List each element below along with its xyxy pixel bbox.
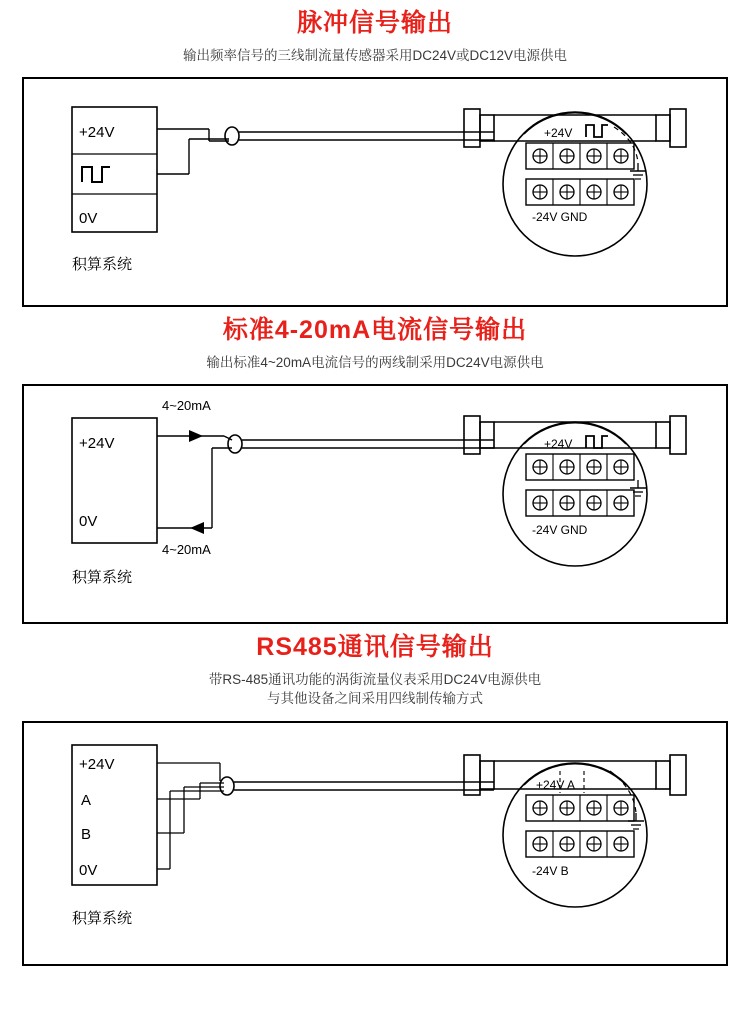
- wiring-diagram-current: [24, 386, 726, 622]
- pulse-waveform-icon: [82, 167, 110, 182]
- subtitle-line-1: 输出标准4~20mA电流信号的两线制采用DC24V电源供电: [206, 354, 544, 370]
- meter-terminal-top-label: +24V: [544, 437, 573, 452]
- meter-pulse-waveform-icon: [586, 125, 608, 137]
- flange-right-inner: [656, 115, 670, 141]
- frame-wrap-current: [0, 372, 750, 624]
- flange-left-inner: [480, 115, 494, 141]
- controller-label-0v: 0V: [79, 861, 98, 879]
- meter-pulse-waveform-icon: [586, 436, 608, 448]
- meter-terminal-top-label: +24V: [544, 126, 573, 141]
- section-pulse: [0, 0, 750, 307]
- arrow-bottom: [190, 522, 204, 534]
- controller-system-label: 积算系统: [72, 909, 133, 927]
- earth-ground-icon: [628, 813, 644, 829]
- annotation-current-top: 4~20mA: [162, 398, 211, 414]
- section-current: [0, 307, 750, 624]
- section-subtitle-current: [0, 345, 750, 373]
- meter-head-top-arc: [524, 423, 626, 444]
- frame-wrap-rs485: [0, 709, 750, 966]
- flange-right-inner: [656, 422, 670, 448]
- cable-gland: [220, 777, 234, 795]
- subtitle-line-1: 带RS-485通讯功能的涡街流量仪表采用DC24V电源供电: [208, 671, 542, 687]
- earth-ground-icon: [630, 163, 646, 179]
- flange-right-outer: [670, 416, 686, 454]
- controller-label-0v: 0V: [79, 210, 98, 228]
- section-title-current: 标准4-20mA电流信号输出: [222, 316, 528, 345]
- controller-label-plus24v: +24V: [79, 124, 115, 142]
- wiring-diagram-rs485: [24, 723, 726, 964]
- controller-label-plus24v: +24V: [79, 435, 115, 453]
- flange-left-outer: [464, 755, 480, 795]
- diagram-frame-current: [22, 384, 728, 624]
- wiring-diagram-pulse: [24, 79, 726, 305]
- controller-system-label: 积算系统: [72, 256, 133, 274]
- controller-label-b: B: [81, 825, 92, 843]
- flange-right-inner: [656, 761, 670, 789]
- controller-label-0v: 0V: [79, 513, 98, 531]
- section-subtitle-rs485: [0, 662, 750, 709]
- meter-terminal-bottom-label: -24V GND: [532, 210, 588, 225]
- flange-right-outer: [670, 755, 686, 795]
- subtitle-line-1: 输出频率信号的三线制流量传感器采用DC24V或DC12V电源供电: [182, 47, 568, 63]
- controller-label-a: A: [81, 791, 92, 809]
- controller-label-plus24v: +24V: [79, 755, 115, 773]
- subtitle-line-2: 与其他设备之间采用四线制传输方式: [267, 691, 483, 707]
- arrow-top: [189, 430, 203, 442]
- flange-left-inner: [480, 422, 494, 448]
- section-rs485: [0, 624, 750, 966]
- cable-gland: [225, 127, 239, 145]
- section-title-rs485: RS485通讯信号输出: [256, 633, 494, 662]
- meter-terminal-bottom-label: -24V GND: [532, 523, 588, 538]
- diagram-frame-rs485: [22, 721, 728, 966]
- annotation-current-bottom: 4~20mA: [162, 542, 211, 558]
- frame-wrap-pulse: [0, 65, 750, 307]
- controller-system-label: 积算系统: [72, 569, 133, 587]
- section-subtitle-pulse: [0, 38, 750, 66]
- cable-gland: [228, 435, 242, 453]
- diagram-frame-pulse: [22, 77, 728, 307]
- section-title-pulse: 脉冲信号输出: [296, 9, 453, 37]
- meter-terminal-top-label: +24V A: [536, 777, 576, 792]
- flange-left-outer: [464, 109, 480, 147]
- meter-terminal-bottom-label: -24V B: [532, 863, 569, 878]
- flange-left-inner: [480, 761, 494, 789]
- flange-right-outer: [670, 109, 686, 147]
- earth-ground-icon: [630, 480, 646, 496]
- meter-head-top-arc: [524, 113, 626, 134]
